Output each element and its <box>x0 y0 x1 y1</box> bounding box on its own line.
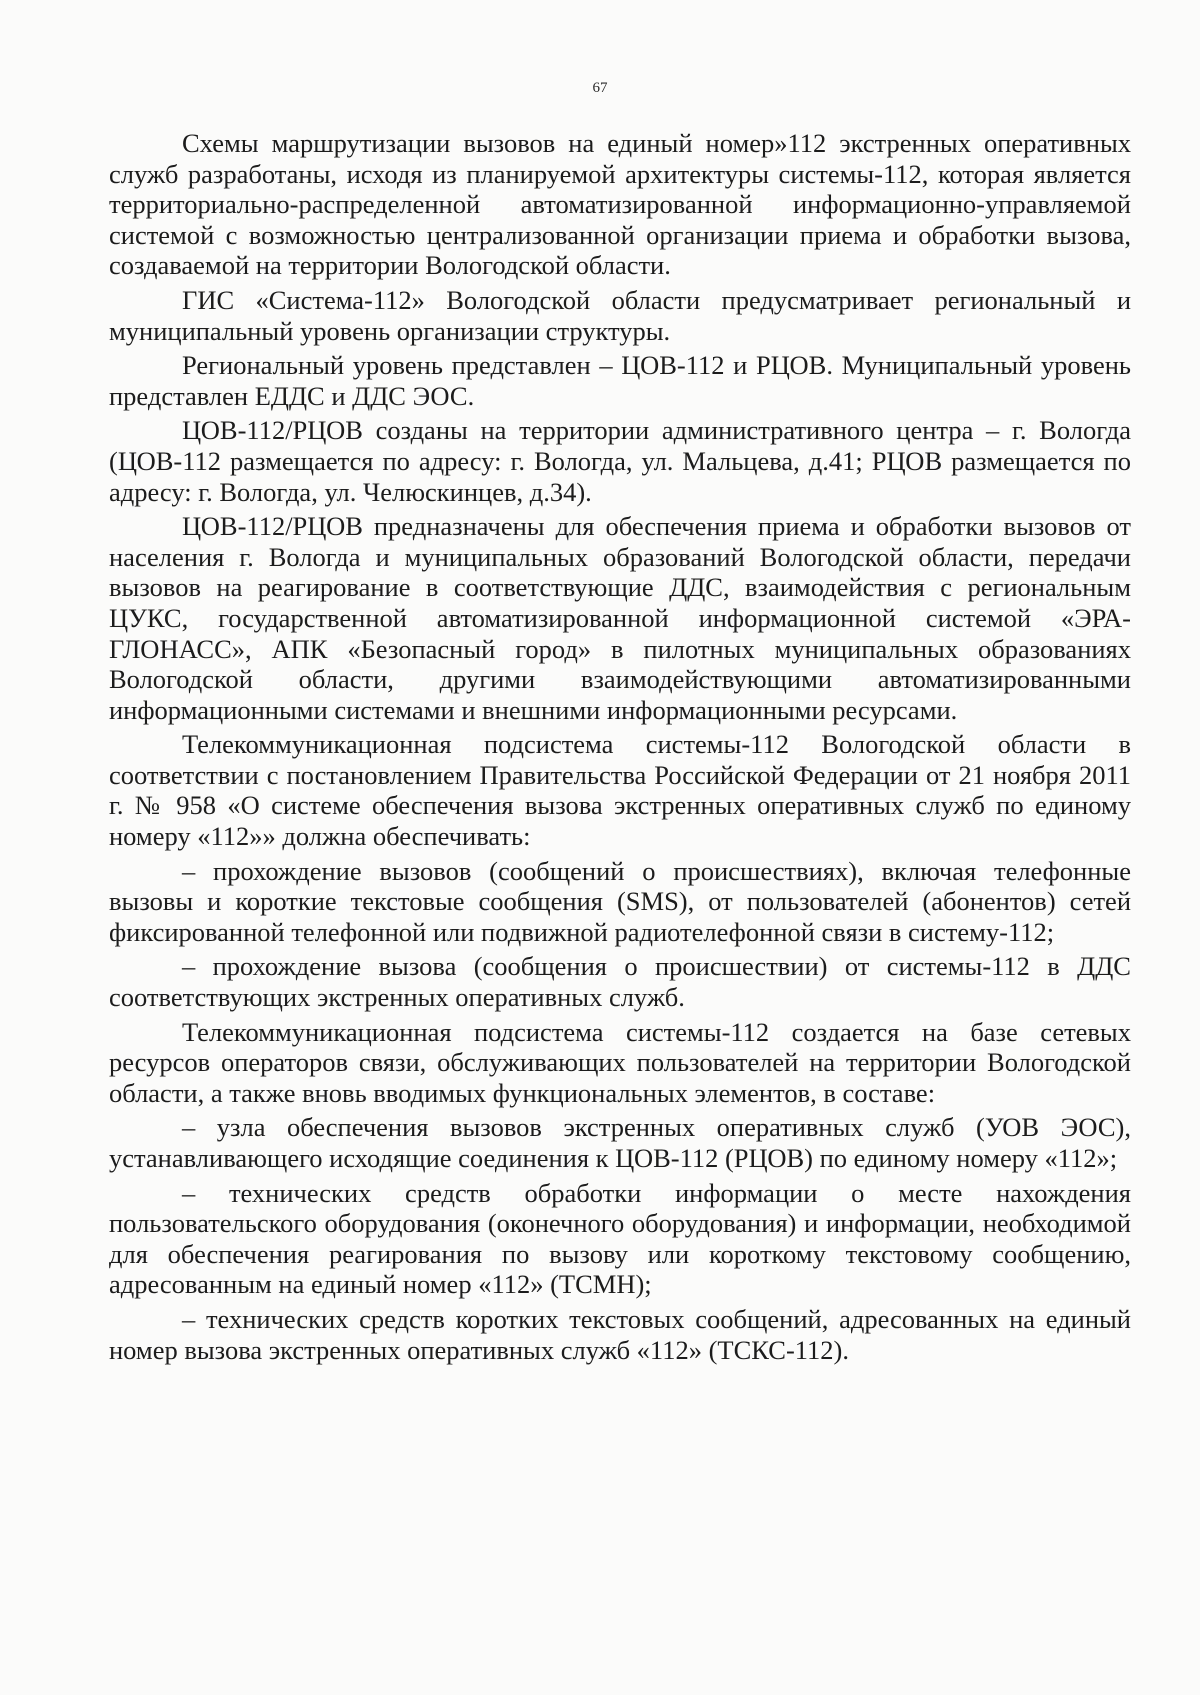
list-item-tsks: – технических средств коротких текстовых сообщений, адресованных на единый номер вызова экстренных оперативных служб «112» (ТСКС-112). <box>109 1303 1131 1365</box>
paragraph-telecom-composition: Телекоммуникационная подсистема системы-112 создается на базе сетевых ресурсов операторов связи, обслуживающих пользователей на территории Вологодской области, а также вновь вводимых функциональных элементов, в составе: <box>109 1016 1131 1108</box>
paragraph-gis-levels: ГИС «Система-112» Вологодской области предусматривает региональный и муниципальный уровень организации структуры. <box>109 284 1131 346</box>
paragraph-cov-location: ЦОВ-112/РЦОВ созданы на территории административного центра – г. Вологда (ЦОВ-112 размещается по адресу: г. Вологда, ул. Мальцева, д.41; РЦОВ размещается по адресу: г. Вологда, ул. Челюскинцев, д.34). <box>109 415 1131 507</box>
page-number: 67 <box>592 80 608 96</box>
document-body <box>109 128 1131 1365</box>
paragraph-cov-purpose: ЦОВ-112/РЦОВ предназначены для обеспечения приема и обработки вызовов от населения г. Вологда и муниципальных образований Вологодской области, передачи вызовов на реагирование в соответствующие ДДС, взаимодействия с региональным ЦУКС, государственной автоматизированной информационной системой «ЭРА-ГЛОНАСС», АПК «Безопасный город» в пилотных муниципальных образованиях Вологодской области, другими взаимодействующими автоматизированными информационными системами и внешними информационными ресурсами. <box>109 511 1131 725</box>
paragraph-routing-schemes: Схемы маршрутизации вызовов на единый номер»112 экстренных оперативных служб разработаны, исходя из планируемой архитектуры системы-112, которая является территориально-распределенной автоматизированной информационно-управляемой системой с возможностью централизованной организации приема и обработки вызова, создаваемой на территории Вологодской области. <box>109 128 1131 281</box>
list-item-call-passing: – прохождение вызовов (сообщений о происшествиях), включая телефонные вызовы и короткие текстовые сообщения (SMS), от пользователей (абонентов) сетей фиксированной телефонной или подвижной радиотелефонной связи в систему-112; <box>109 855 1131 947</box>
paragraph-regional-level: Региональный уровень представлен – ЦОВ-112 и РЦОВ. Муниципальный уровень представлен ЕДДС и ДДС ЭОС. <box>109 350 1131 411</box>
list-item-tsmn: – технических средств обработки информации о месте нахождения пользовательского оборудования (оконечного оборудования) и информации, необходимой для обеспечения реагирования по вызову или короткому текстовому сообщению, адресованным на единый номер «112» (ТСМН); <box>109 1177 1131 1300</box>
paragraph-telecom-subsystem: Телекоммуникационная подсистема системы-112 Вологодской области в соответствии с постановлением Правительства Российской Федерации от 21 ноября 2011 г. № 958 «О системе обеспечения вызова экстренных оперативных служб по единому номеру «112»» должна обеспечивать: <box>109 729 1131 852</box>
list-item-call-to-dds: – прохождение вызова (сообщения о происшествии) от системы-112 в ДДС соответствующих экстренных оперативных служб. <box>109 951 1131 1013</box>
list-item-uov-eos: – узла обеспечения вызовов экстренных оперативных служб (УОВ ЭОС), устанавливающего исходящие соединения к ЦОВ-112 (РЦОВ) по единому номеру «112»; <box>109 1112 1131 1173</box>
